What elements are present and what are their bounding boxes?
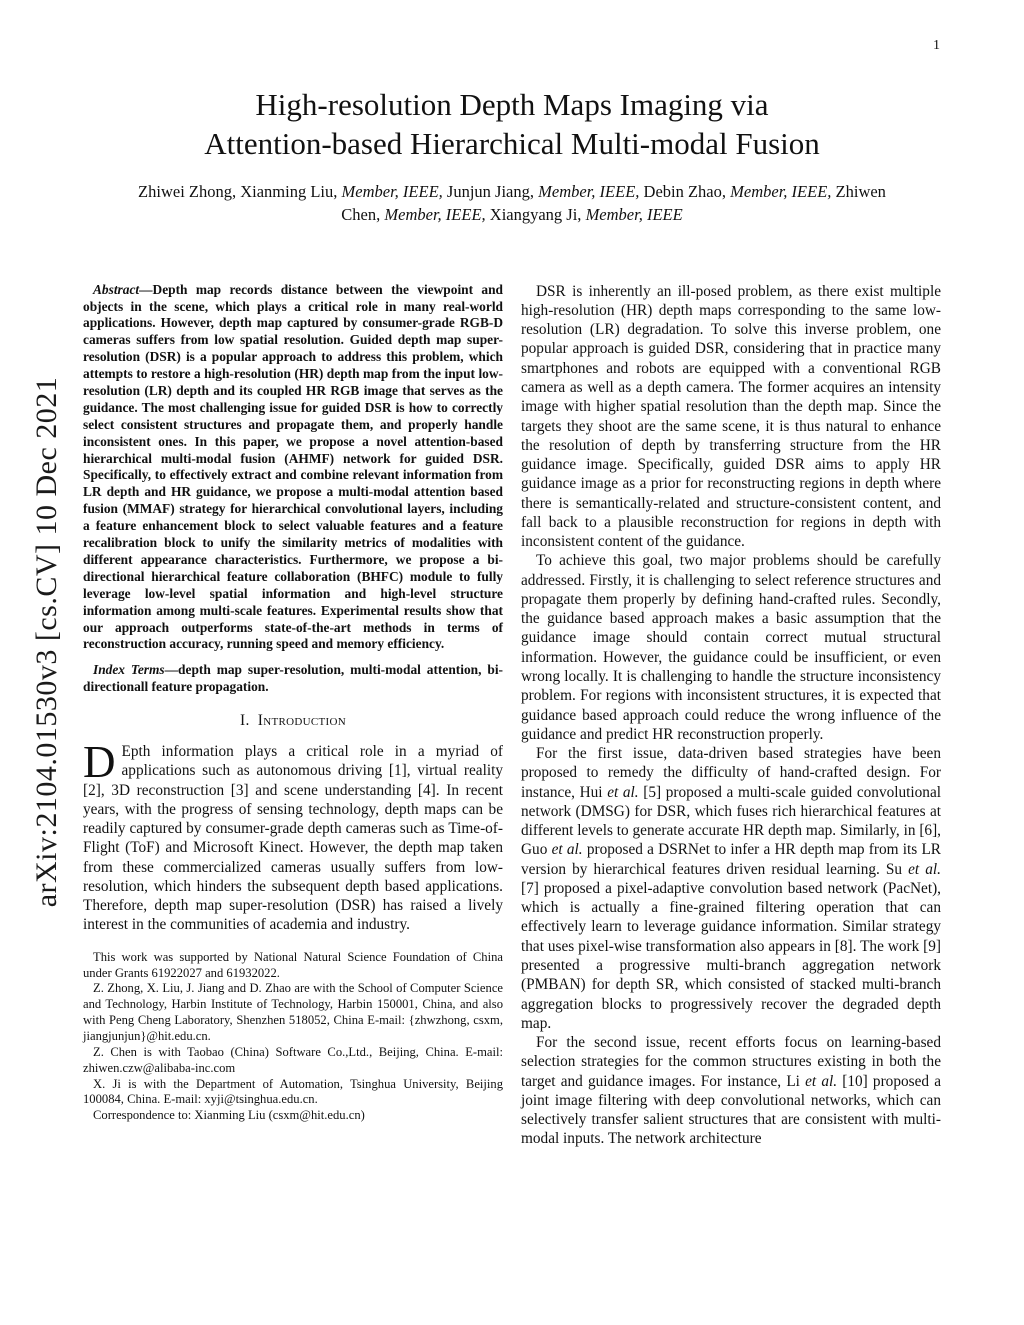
right-column	[521, 282, 941, 1149]
footnote-funding: This work was supported by National Natural Science Foundation of China under Grants 61922027 and 61932022.	[83, 949, 503, 980]
body-paragraph: For the first issue, data-driven based strategies have been proposed to remedy the difficulty of hand-crafted design. For instance, Hui et al. [5] proposed a multi-scale guided convolutional network (DMSG) for DSR, which fuses rich hierarchical features at different levels to generate accurate HR depth map. Similarly, in [6], Guo et al. proposed a DSRNet to infer a HR depth map from its LR version by hierarchical features driven residual learning. Su et al. [7] proposed a pixel-adaptive convolution based network (PacNet), which is actually a fine-grained filtering operation that can effectively learn to leverage guidance information. Similar strategy that uses pixel-wise transformation also appears in [8]. The work [9] presented a progressive multi-branch aggregation network (PMBAN) for depth SR, which consisted of stacked multi-branch aggregation blocks to progressively recover the degraded depth map.	[521, 745, 941, 1032]
paper-title-line1: High-resolution Depth Maps Imaging via	[255, 87, 769, 122]
left-column	[83, 282, 503, 1149]
two-column-body	[83, 282, 941, 1149]
body-paragraph: To achieve this goal, two major problems should be carefully addressed. Firstly, it is challenging to select reference structures and propagate them properly by defining hand-crafted rules. Secondly, the guidance based approach makes a basic assumption that the guidance image should contain correct mutual structural information. However, the guidance could be insufficient, or even wrong locally. It is challenging to handle the structure inconsistency problem. For regions with inconsistent structures, it is expected that guidance based approach could reduce the wrong influence of the guidance and predict HR reconstruction properly.	[521, 552, 941, 743]
paper-title-line2: Attention-based Hierarchical Multi-modal Fusion	[204, 125, 820, 161]
footnote-affiliation-hit: Z. Zhong, X. Liu, J. Jiang and D. Zhao are with the School of Computer Science and Technology, Harbin Institute of Technology, Harbin 150001, China, and also with Peng Cheng Laboratory, Shenzhen 518052, China E-mail: {zhwzhong, csxm, jiangjunjun}@hit.edu.cn.	[83, 981, 503, 1044]
paper-title	[83, 86, 941, 164]
footnotes-block	[83, 950, 503, 1124]
footnote-correspondence: Correspondence to: Xianming Liu (csxm@hit.edu.cn)	[93, 1108, 365, 1123]
page-number: 1	[933, 38, 940, 53]
body-paragraph: DSR is inherently an ill-posed problem, as there exist multiple high-resolution (HR) depth maps corresponding to the same low-resolution (LR) degradation. To solve this inverse problem, one popular approach is guided DSR, considering that in practice many smartphones and robots are equipped with a conventional RGB camera as well as a depth camera. The former acquires an intensity image with higher spatial resolution than the depth map. Since the targets they shoot are the same scene, it is thus natural to enhance the resolution of depth by transferring structure from the HR guidance image. Specifically, guided DSR aims to apply HR guidance image as a prior for reconstructing regions in depth where there is semantically-related and structure-consistent content, and fall back to a plausible reconstruction for regions in depth with inconsistent content of the guidance.	[521, 282, 941, 551]
abstract-paragraph: Abstract—Depth map records distance between the viewpoint and objects in the scene, which plays a critical role in many real-world applications. However, depth map captured by consumer-grade RGB-D cameras suffers from low spatial resolution. Guided depth map super-resolution (DSR) is a popular approach to address this problem, which attempts to restore a high-resolution (HR) depth map from the input low-resolution (LR) depth and its coupled HR RGB image that serves as the guidance. The most challenging issue for guided DSR is how to correctly select consistent structures and propagate them, and properly handle inconsistent ones. In this paper, we propose a novel attention-based hierarchical multi-modal fusion (AHMF) network for guided DSR. Specifically, to effectively extract and combine relevant information from LR depth and HR guidance, we propose a multi-modal attention based fusion (MMAF) strategy for hierarchical convolutional layers, including a feature enhancement block to select valuable features and a feature recalibration block to unify the similarity metrics of modalities with different appearance characteristics. Furthermore, we propose a bi-directional hierarchical feature collaboration (BHFC) module to fully leverage low-level spatial information and high-level structure information among multi-scale features. Experimental results show that our approach outperforms state-of-the-art methods in terms of reconstruction accuracy, running speed and memory efficiency.	[83, 281, 503, 652]
author-list: Zhiwei Zhong, Xianming Liu, Member, IEEE, Junjun Jiang, Member, IEEE, Debin Zhao, Member, IEEE, Zhiwen Chen, Member, IEEE, Xiangyang Ji, Member, IEEE	[138, 181, 886, 224]
paper-content	[83, 86, 941, 1149]
intro-paragraph-text: Epth information plays a critical role in a myriad of applications such as autonomous driving [1], virtual reality [2], 3D reconstruction [3] and scene understanding [4]. In recent years, with the progress of sensing technology, depth maps can be readily captured by consumer-grade depth cameras such as Time-of-Flight (ToF) and Microsoft Kinect. However, the depth map taken from these commercialized cameras usually suffers from low-resolution, which hinders the subsequent depth based applications. Therefore, depth map super-resolution (DSR) has raised a lively interest in the communities of academia and industry.	[83, 743, 503, 934]
footnote-affiliation-taobao: Z. Chen is with Taobao (China) Software Co.,Ltd., Beijing, China. E-mail: zhiwen.czw@alibaba-inc.com	[83, 1044, 503, 1075]
section-heading-introduction: I. Introduction	[240, 712, 346, 730]
intro-paragraph	[83, 737, 503, 935]
drop-cap: D	[83, 737, 116, 788]
body-paragraph: For the second issue, recent efforts focus on learning-based selection strategies for the common structures existing in both the target and guidance images. For instance, Li et al. [10] proposed a joint image filtering with deep convolutional networks, which can selectively transfer salient structures that are consistent with multi-modal inputs. The network architecture	[521, 1034, 941, 1148]
footnote-affiliation-tsinghua: X. Ji is with the Department of Automation, Tsinghua University, Beijing 100084, China. E-mail: xyji@tsinghua.edu.cn.	[83, 1076, 503, 1107]
arxiv-watermark: arXiv:2104.01530v3 [cs.CV] 10 Dec 2021	[30, 376, 63, 908]
index-terms: Index Terms—depth map super-resolution, multi-modal attention, bi-directionall feature propagation.	[83, 662, 503, 695]
